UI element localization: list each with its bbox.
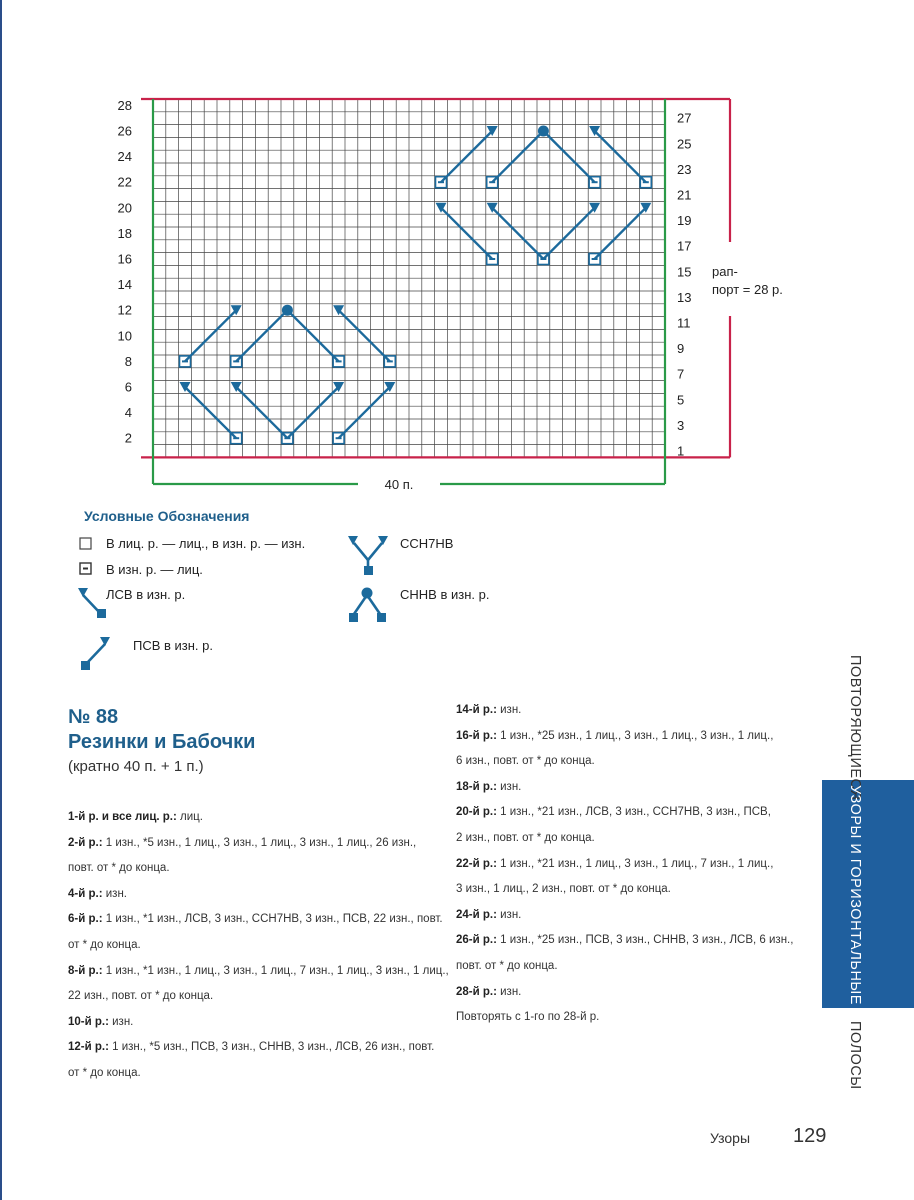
row-label-right: 15 bbox=[677, 264, 692, 280]
instruction-line bbox=[68, 1035, 449, 1061]
instruction-line bbox=[456, 852, 793, 878]
instruction-text: повт. от * до конца. bbox=[456, 959, 558, 972]
side-tab-text-part3: ПОЛОСЫ bbox=[847, 1021, 863, 1090]
instruction-row-label: 1-й р. и все лиц. р.: bbox=[68, 811, 177, 823]
row-label-right: 7 bbox=[677, 366, 685, 382]
instruction-row-label: 18-й р.: bbox=[456, 780, 497, 793]
central-decrease-icon-left-tri bbox=[348, 536, 358, 545]
legend-label-central-decrease: ССН7НВ bbox=[400, 536, 454, 551]
instruction-text: изн. bbox=[496, 985, 522, 998]
increase-icon-line-right bbox=[367, 595, 380, 614]
row-label-right: 25 bbox=[677, 136, 692, 152]
instruction-line bbox=[68, 856, 449, 882]
instruction-row-label: 22-й р.: bbox=[456, 857, 497, 870]
increase-icon-line-left bbox=[354, 595, 367, 614]
repeat-label-line1: рап- bbox=[712, 264, 738, 279]
row-label-right: 11 bbox=[677, 315, 691, 331]
instructions-right bbox=[456, 698, 793, 1031]
instruction-row-label: 6-й р.: bbox=[68, 913, 103, 926]
left-cross-icon-square bbox=[97, 609, 106, 618]
row-label-left: 6 bbox=[124, 379, 132, 395]
legend-icons bbox=[78, 536, 388, 670]
right-cross-icon-line bbox=[87, 644, 105, 663]
instruction-text: Повторять с 1-го по 28-й р. bbox=[456, 1011, 600, 1024]
instruction-line bbox=[456, 877, 793, 903]
central-decrease-icon-line-right bbox=[368, 543, 382, 560]
instruction-line bbox=[456, 980, 793, 1006]
instruction-text: повт. от * до конца. bbox=[68, 862, 170, 875]
row-label-left: 24 bbox=[117, 149, 132, 165]
central-decrease-icon-square bbox=[364, 566, 373, 575]
instruction-line bbox=[68, 882, 449, 908]
instruction-text: 1 изн., *1 изн., ЛСВ, 3 изн., ССН7НВ, 3 изн., ПСВ, 22 изн., повт. bbox=[102, 913, 443, 926]
instruction-text: 1 изн., *5 изн., ПСВ, 3 изн., СННВ, 3 изн., ЛСВ, 26 изн., повт. bbox=[108, 1041, 435, 1054]
row-label-left: 10 bbox=[117, 328, 132, 344]
central-decrease-icon-right-tri bbox=[378, 536, 388, 545]
instruction-line bbox=[68, 907, 449, 933]
instruction-row-label: 28-й р.: bbox=[456, 985, 497, 998]
row-label-right: 23 bbox=[677, 161, 692, 177]
instruction-text: изн. bbox=[496, 704, 522, 716]
row-label-right: 5 bbox=[677, 392, 685, 408]
row-label-left: 26 bbox=[117, 123, 132, 139]
instruction-text: 1 изн., *21 изн., ЛСВ, 3 изн., ССН7НВ, 3 изн., ПСВ, bbox=[496, 806, 771, 819]
row-label-right: 9 bbox=[677, 341, 685, 357]
instruction-text: изн. bbox=[108, 1015, 134, 1028]
pattern-number: № 88 bbox=[68, 706, 119, 728]
row-label-left: 20 bbox=[117, 200, 132, 216]
instruction-text: 22 изн., повт. от * до конца. bbox=[68, 990, 214, 1003]
instruction-line bbox=[456, 724, 793, 750]
instruction-text: от * до конца. bbox=[68, 1066, 141, 1079]
instruction-text: изн. bbox=[496, 908, 522, 921]
instruction-text: от * до конца. bbox=[68, 938, 141, 951]
repeat-label-line2: порт = 28 р. bbox=[712, 282, 783, 297]
instruction-text: 3 изн., 1 лиц., 2 изн., повт. от * до конца. bbox=[456, 883, 671, 896]
row-label-left: 14 bbox=[117, 277, 132, 293]
instruction-row-label: 26-й р.: bbox=[456, 934, 497, 947]
instruction-line bbox=[68, 959, 449, 985]
instruction-line bbox=[68, 805, 449, 831]
legend-label-right-cross: ПСВ в изн. р. bbox=[133, 638, 213, 653]
instruction-row-label: 8-й р.: bbox=[68, 964, 103, 977]
instruction-line bbox=[68, 831, 449, 857]
instruction-text: 1 изн., *25 изн., 1 лиц., 3 изн., 1 лиц., 3 изн., 1 лиц., bbox=[496, 729, 774, 742]
row-label-right: 17 bbox=[677, 238, 692, 254]
right-cross-icon-square bbox=[81, 661, 90, 670]
increase-icon-square-right bbox=[377, 613, 386, 622]
row-label-left: 22 bbox=[117, 174, 132, 190]
width-label: 40 п. bbox=[384, 477, 414, 492]
increase-icon-square-left bbox=[349, 613, 358, 622]
row-label-left: 18 bbox=[117, 225, 132, 241]
instruction-row-label: 24-й р.: bbox=[456, 908, 497, 921]
instruction-line bbox=[68, 1010, 449, 1036]
instruction-row-label: 4-й р.: bbox=[68, 887, 103, 900]
row-label-left: 16 bbox=[117, 251, 132, 267]
instruction-text: 1 изн., *1 изн., 1 лиц., 3 изн., 1 лиц., 7 изн., 1 лиц., 3 изн., 1 лиц., bbox=[102, 964, 449, 977]
row-label-left: 8 bbox=[124, 353, 132, 369]
instruction-row-label: 14-й р.: bbox=[456, 704, 497, 716]
instruction-text: 2 изн., повт. от * до конца. bbox=[456, 831, 595, 844]
row-label-right: 3 bbox=[677, 417, 685, 433]
instruction-line bbox=[456, 800, 793, 826]
chart-grid bbox=[153, 99, 665, 457]
legend-label-empty-square: В лиц. р. — лиц., в изн. р. — изн. bbox=[106, 536, 306, 551]
instruction-line bbox=[68, 1061, 449, 1087]
instruction-row-label: 16-й р.: bbox=[456, 729, 497, 742]
instruction-line bbox=[456, 749, 793, 775]
instruction-row-label: 10-й р.: bbox=[68, 1015, 109, 1028]
pattern-multiple: (кратно 40 п. + 1 п.) bbox=[68, 758, 204, 775]
footer-section: Узоры bbox=[710, 1130, 751, 1146]
row-label-left: 28 bbox=[117, 97, 132, 113]
instruction-line bbox=[456, 826, 793, 852]
legend-label-left-cross: ЛСВ в изн. р. bbox=[106, 587, 186, 602]
row-label-right: 13 bbox=[677, 289, 692, 305]
instruction-line bbox=[456, 928, 793, 954]
central-decrease-icon-line-left bbox=[354, 543, 368, 560]
legend-title: Условные Обозначения bbox=[84, 508, 250, 524]
row-label-left: 12 bbox=[117, 302, 132, 318]
row-label-right: 1 bbox=[677, 443, 685, 459]
instruction-text: изн. bbox=[496, 780, 522, 793]
instruction-line bbox=[456, 1005, 793, 1031]
instruction-line bbox=[68, 933, 449, 959]
row-label-left: 4 bbox=[124, 405, 132, 421]
instruction-line bbox=[456, 903, 793, 929]
instruction-line bbox=[68, 984, 449, 1010]
instruction-line bbox=[456, 775, 793, 801]
instruction-text: 1 изн., *25 изн., ПСВ, 3 изн., СННВ, 3 изн., ЛСВ, 6 изн., bbox=[496, 934, 794, 947]
instructions-left bbox=[68, 805, 449, 1087]
row-label-left: 2 bbox=[124, 430, 132, 446]
instruction-text: 1 изн., *21 изн., 1 лиц., 3 изн., 1 лиц., 7 изн., 1 лиц., bbox=[496, 857, 774, 870]
row-label-right: 27 bbox=[677, 110, 692, 126]
pattern-name: Резинки и Бабочки bbox=[68, 731, 256, 753]
legend-label-dash-square: В изн. р. — лиц. bbox=[106, 562, 203, 577]
legend-label-increase: СННВ в изн. р. bbox=[400, 587, 490, 602]
instruction-row-label: 12-й р.: bbox=[68, 1041, 109, 1054]
empty-square-icon bbox=[80, 538, 91, 549]
row-label-right: 19 bbox=[677, 213, 692, 229]
instruction-row-label: 20-й р.: bbox=[456, 806, 497, 819]
instruction-text: 1 изн., *5 изн., 1 лиц., 3 изн., 1 лиц., 3 изн., 1 лиц., 26 изн., bbox=[102, 836, 417, 849]
instruction-row-label: 2-й р.: bbox=[68, 836, 103, 849]
row-label-right: 21 bbox=[677, 187, 692, 203]
instruction-line bbox=[456, 698, 793, 724]
instruction-text: 6 изн., повт. от * до конца. bbox=[456, 755, 595, 768]
side-tab-text-part1: ПОВТОРЯЮЩИЕСЯ bbox=[847, 655, 863, 801]
instruction-text: изн. bbox=[102, 887, 127, 900]
side-tab-text-part2: УЗОРЫ И ГОРИЗОНТАЛЬНЫЕ bbox=[847, 785, 863, 1005]
instruction-text: лиц. bbox=[176, 811, 203, 823]
page-number: 129 bbox=[793, 1125, 827, 1147]
instruction-line bbox=[456, 954, 793, 980]
side-tab-text bbox=[783, 655, 863, 1195]
